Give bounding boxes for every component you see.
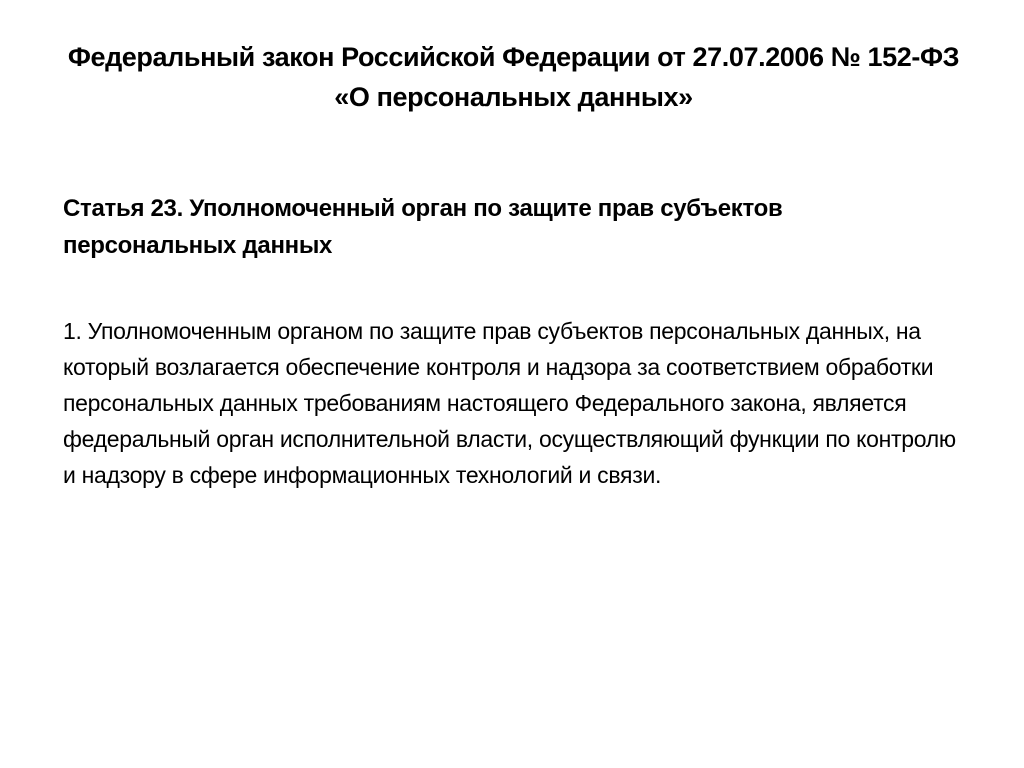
article-heading: Статья 23. Уполномоченный орган по защите прав субъектов персональных данных (63, 194, 783, 260)
slide-title: Федеральный закон Российской Федерации от 27.07.2006 № 152-ФЗ «О персональных данных» (67, 42, 960, 112)
article-body: 1. Уполномоченным органом по защите прав субъектов персональных данных, на который возлагается обеспечение контроля и надзора за соответствием обработки персональных данных требованиям настоящего Федерального закона, является федеральный орган исполнительной власти, осуществляющий функции по контролю и надзору в сфере информационных технологий и связи. (63, 318, 956, 488)
